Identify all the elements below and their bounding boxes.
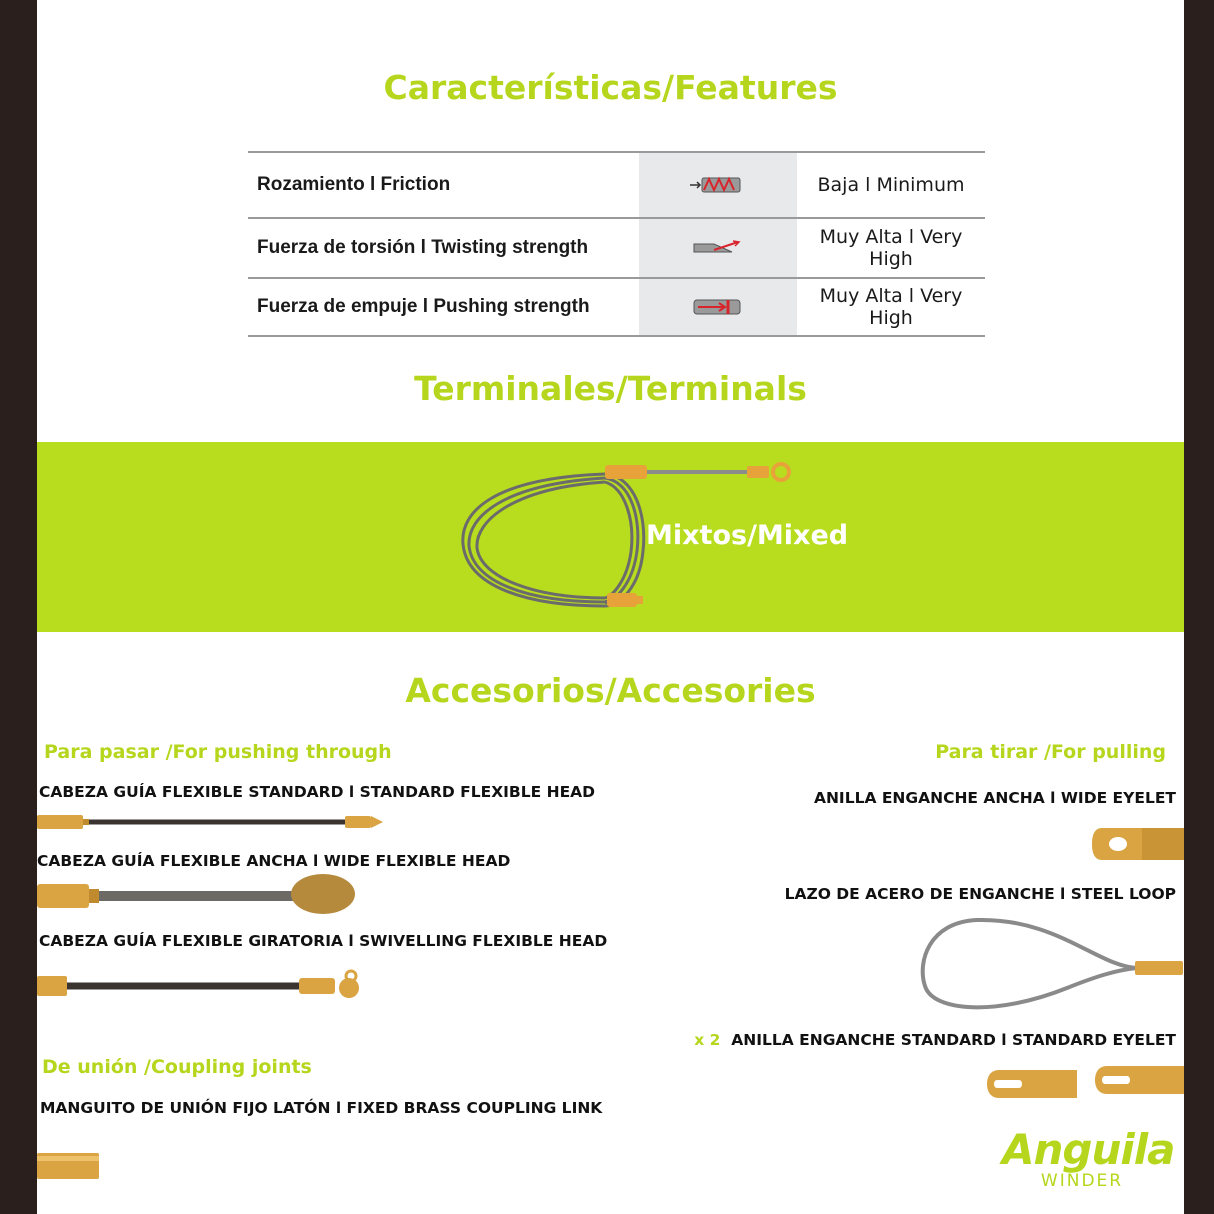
terminals-heading: Terminales/Terminals	[414, 369, 807, 408]
fixed-brass-coupling-image	[37, 1150, 101, 1182]
coupling-title: De unión /Coupling joints	[42, 1056, 312, 1078]
table-row	[248, 152, 985, 218]
standard-flexible-head-image	[37, 810, 389, 834]
wide-flexible-head-image	[37, 872, 357, 918]
brand-name: Anguila	[1002, 1125, 1175, 1174]
product-sheet	[37, 0, 1184, 1214]
fixed-brass-coupling-label: MANGUITO DE UNIÓN FIJO LATÓN l FIXED BRASS COUPLING LINK	[40, 1099, 603, 1117]
features-heading: Características/Features	[383, 68, 838, 107]
wide-eyelet-label: ANILLA ENGANCHE ANCHA l WIDE EYELET	[813, 789, 1176, 807]
twisting-icon	[639, 218, 797, 278]
standard-eyelet-label	[694, 1031, 1176, 1049]
feature-value: Baja l Minimum	[797, 152, 985, 218]
accessories-heading: Accesorios/Accesories	[405, 671, 816, 710]
pushing-title: Para pasar /For pushing through	[44, 741, 392, 763]
features-table	[248, 151, 985, 337]
friction-icon	[639, 152, 797, 218]
standard-eyelet-text: ANILLA ENGANCHE STANDARD l STANDARD EYELET	[731, 1031, 1176, 1049]
terminal-type-label: Mixtos/Mixed	[646, 520, 849, 551]
pulling-title: Para tirar /For pulling	[935, 741, 1166, 763]
feature-value: Muy Alta l Very High	[797, 218, 985, 278]
feature-label: Fuerza de empuje l Pushing strength	[248, 278, 639, 336]
quantity-badge: x 2	[694, 1031, 721, 1049]
terminals-banner	[37, 442, 1184, 632]
standard-eyelet-image	[987, 1064, 1184, 1104]
steel-loop-label: LAZO DE ACERO DE ENGANCHE l STEEL LOOP	[784, 885, 1176, 903]
brand-logo	[1002, 1125, 1175, 1191]
steel-loop-image	[917, 912, 1184, 1018]
table-row	[248, 278, 985, 336]
table-row	[248, 218, 985, 278]
feature-value: Muy Alta l Very High	[797, 278, 985, 336]
brand-subtitle: WINDER	[1040, 1171, 1124, 1191]
pushing-icon	[639, 278, 797, 336]
feature-label: Fuerza de torsión l Twisting strength	[248, 218, 639, 278]
standard-flexible-head-label: CABEZA GUÍA FLEXIBLE STANDARD l STANDARD FLEXIBLE HEAD	[39, 783, 596, 801]
feature-label: Rozamiento l Friction	[248, 152, 639, 218]
wide-flexible-head-label: CABEZA GUÍA FLEXIBLE ANCHA l WIDE FLEXIBLE HEAD	[37, 852, 511, 870]
swivelling-flexible-head-label: CABEZA GUÍA FLEXIBLE GIRATORIA l SWIVELLING FLEXIBLE HEAD	[39, 932, 608, 950]
wide-eyelet-image	[1092, 822, 1184, 866]
swivelling-flexible-head-image	[37, 968, 365, 1004]
